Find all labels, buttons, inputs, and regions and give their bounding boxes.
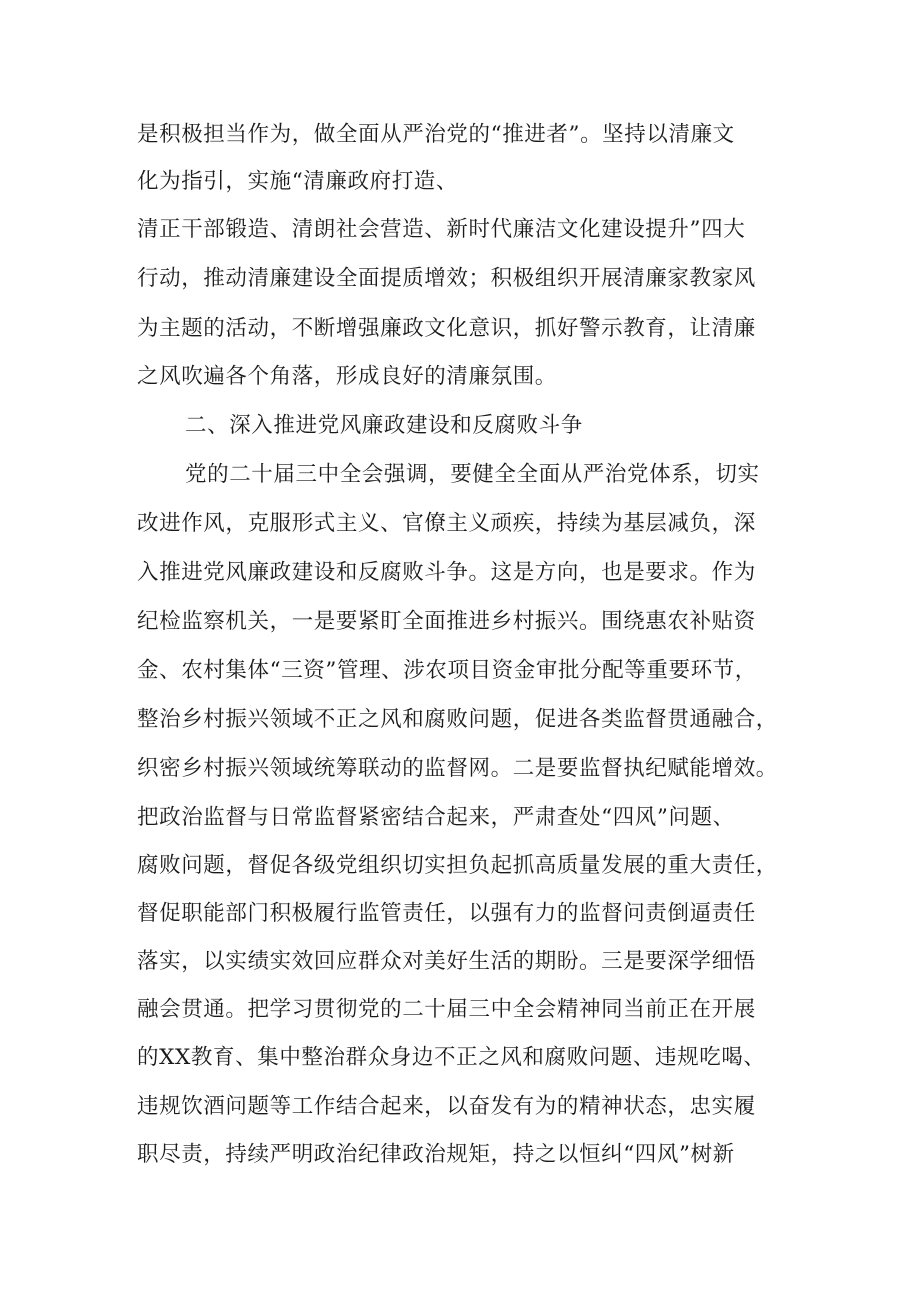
text-line: 清正干部锻造、清朗社会营造、新时代廉洁文化建设提升”四大 bbox=[137, 217, 746, 242]
section-heading: 二、深入推进党风廉政建设和反腐败斗争 bbox=[185, 413, 583, 438]
text-line: 是积极担当作为，做全面从严治党的“推进者”。坚持以清廉文 bbox=[137, 122, 735, 147]
text-line: 职尽责，持续严明政治纪律政治规矩，持之以恒纠“四风”树新 bbox=[137, 1142, 735, 1167]
text-line: 行动，推动清廉建设全面提质增效；积极组织开展清廉家教家风 bbox=[137, 266, 756, 291]
text-line: 违规饮酒问题等工作结合起来，以奋发有为的精神状态，忠实履 bbox=[137, 1094, 756, 1119]
text-line: 把政治监督与日常监督紧密结合起来，严肃查处“四风”问题、 bbox=[137, 805, 735, 830]
text-line: 之风吹遍各个角落，形成良好的清廉氛围。 bbox=[137, 364, 557, 389]
paragraph-start-line: 党的二十届三中全会强调，要健全全面从严治党体系，切实 bbox=[185, 462, 760, 487]
text-line: 融会贯通。把学习贯彻党的二十届三中全会精神同当前正在开展 bbox=[137, 997, 756, 1022]
text-line: 化为指引，实施“清廉政府打造、 bbox=[137, 169, 458, 194]
text-line: 织密乡村振兴领域统筹联动的监督网。二是要监督执纪赋能增效。 bbox=[137, 756, 778, 781]
text-line: 整治乡村振兴领域不正之风和腐败问题，促进各类监督贯通融合， bbox=[137, 707, 778, 732]
text-line: 的XX教育、集中整治群众身边不正之风和腐败问题、违规吃喝、 bbox=[137, 1045, 766, 1070]
text-line: 落实，以实绩实效回应群众对美好生活的期盼。三是要深学细悟 bbox=[137, 949, 756, 974]
text-line: 督促职能部门积极履行监管责任，以强有力的监督问责倒逼责任 bbox=[137, 901, 756, 926]
text-line: 入推进党风廉政建设和反腐败斗争。这是方向，也是要求。作为 bbox=[137, 560, 756, 585]
text-line: 腐败问题，督促各级党组织切实担负起抓高质量发展的重大责任， bbox=[137, 853, 778, 878]
text-line: 纪检监察机关，一是要紧盯全面推进乡村振兴。围绕惠农补贴资 bbox=[137, 609, 756, 634]
text-line: 改进作风，克服形式主义、官僚主义顽疾，持续为基层减负，深 bbox=[137, 511, 756, 536]
text-line: 为主题的活动，不断增强廉政文化意识，抓好警示教育，让清廉 bbox=[137, 316, 756, 341]
text-line: 金、农村集体“三资”管理、涉农项目资金审批分配等重要环节， bbox=[137, 658, 757, 683]
